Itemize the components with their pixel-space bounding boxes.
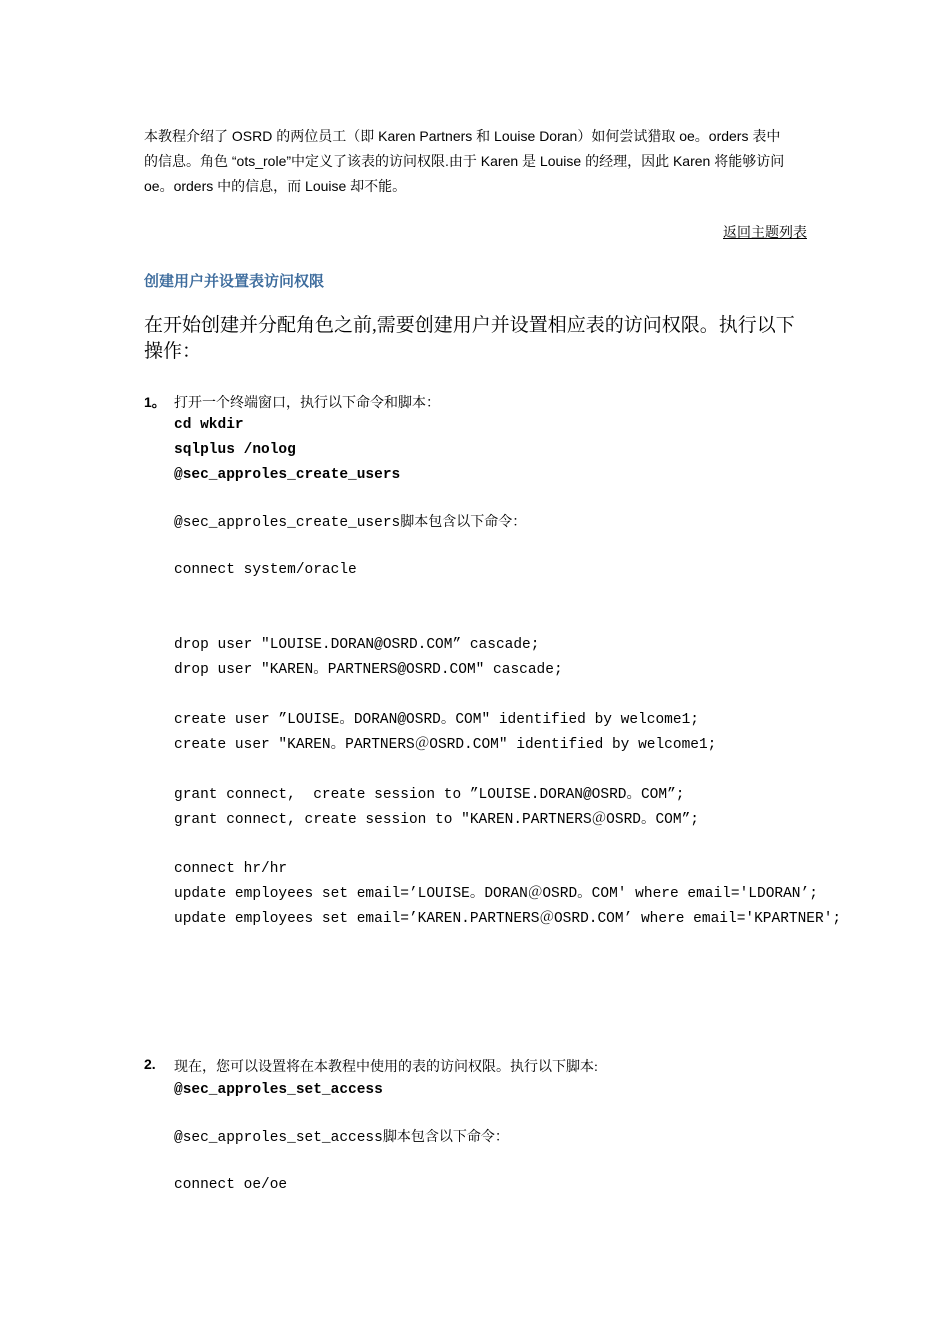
step-2-script-desc: 脚本包含以下命令：: [382, 1130, 509, 1145]
intro-line-1: 本教程介绍了 OSRD 的两位员工（即 Karen Partners 和 Louise Doran）如何尝试猎取 oe。orders 表中: [144, 128, 781, 144]
back-to-topic-list-link[interactable]: 返回主题列表: [723, 226, 807, 241]
script-1-line-2: drop user "LOUISE.DORAN@OSRD.COM” cascade;: [174, 637, 540, 653]
script-1-line-9: update employees set email=’LOUISE。DORAN＠OSRD。COM' where email='LDORAN’;: [174, 886, 818, 902]
intro-paragraph: [144, 124, 814, 199]
step-1-script-description: [174, 511, 526, 531]
section-heading: 创建用户并设置表访问权限: [144, 273, 325, 290]
step-2-command: @sec_approles_set_access: [174, 1082, 383, 1098]
intro-line-3: oe。orders 中的信息，而 Louise 却不能。: [144, 178, 407, 194]
script-1-line-3: drop user "KAREN。PARTNERS@OSRD.COM" cascade;: [174, 662, 563, 678]
script-1-line-10: update employees set email=’KAREN.PARTNERS＠OSRD.COM’ where email='KPARTNER';: [174, 911, 842, 927]
step-1-command-2: sqlplus /nolog: [174, 442, 296, 458]
step-1-command-1: cd wkdir: [174, 417, 244, 433]
script-1-line-4: create user ”LOUISE。DORAN@OSRD。COM" identified by welcome1;: [174, 712, 699, 728]
step-2-instruction: 现在，您可以设置将在本教程中使用的表的访问权限。执行以下脚本:: [174, 1060, 598, 1075]
section-lead: [144, 313, 809, 365]
section-lead-line-1: 在开始创建并分配角色之前,需要创建用户并设置相应表的访问权限。执行以下: [144, 315, 795, 336]
script-1-line-5: create user "KAREN。PARTNERS＠OSRD.COM" identified by welcome1;: [174, 737, 717, 753]
script-1-line-1: connect system/oracle: [174, 562, 357, 578]
step-2-script-name: @sec_approles_set_access: [174, 1130, 383, 1146]
step-1-script-name: @sec_approles_create_users: [174, 515, 401, 531]
step-2-number: 2.: [144, 1056, 156, 1072]
script-2-line-1: connect oe/oe: [174, 1177, 288, 1193]
step-1-number: 1。: [144, 394, 166, 410]
section-lead-line-2: 操作：: [144, 341, 202, 362]
script-1-line-8: connect hr/hr: [174, 861, 288, 877]
step-1-script-desc: 脚本包含以下命令：: [400, 515, 527, 530]
script-1-line-6: grant connect, create session to ”LOUISE.DORAN@OSRD。COM”;: [174, 787, 685, 803]
script-1-line-7: grant connect, create session to "KAREN.PARTNERS＠OSRD。COM”;: [174, 812, 699, 828]
step-1-instruction: 打开一个终端窗口，执行以下命令和脚本：: [174, 396, 440, 411]
intro-line-2: 的信息。角色 “ots_role”中定义了该表的访问权限.由于 Karen 是 Louise 的经理，因此 Karen 将能够访问: [144, 153, 785, 169]
step-2-script-description: [174, 1126, 509, 1146]
step-1-command-3: @sec_approles_create_users: [174, 467, 401, 483]
